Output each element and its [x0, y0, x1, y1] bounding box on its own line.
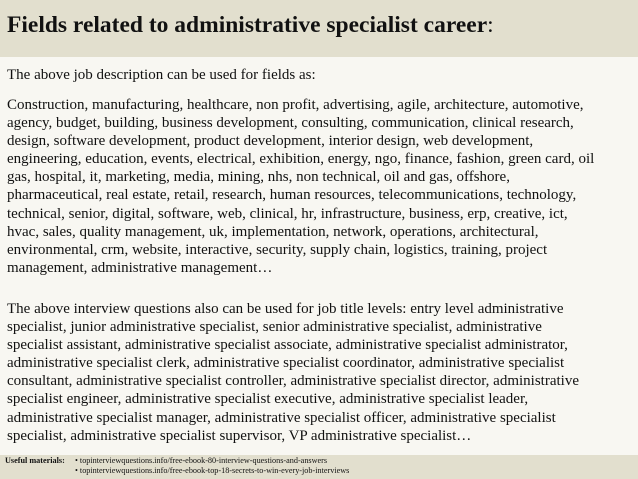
title-bar: [0, 0, 638, 57]
footer-link-ebook-18-secrets[interactable]: • topinterviewquestions.info/free-ebook-top-18-secrets-to-win-every-job-interviews: [75, 466, 350, 475]
footer: [0, 455, 638, 479]
intro-text: The above job description can be used for fields as:: [7, 67, 316, 83]
footer-link-ebook-80-questions[interactable]: • topinterviewquestions.info/free-ebook-80-interview-questions-and-answers: [75, 456, 328, 465]
fields-paragraph: Construction, manufacturing, healthcare, non profit, advertising, agile, architecture, automotive, agency, budget, building, business development, consulting, communication, clinical research, design, software development, product development, interior design, web development, engineering, education, events, electrical, exhibition, energy, ngo, finance, fashion, green card, oil gas, hospital, it, marketing, media, mining, nhs, non technical, oil and gas, offshore, pharmaceutical, real estate, retail, research, human resources, telecommunications, technology, technical, senior, digital, software, web, clinical, hr, infrastructure, business, erp, creative, ict, hvac, sales, quality management, uk, implementation, network, operations, architectural, environmental, crm, website, interactive, security, supply chain, logistics, training, project management, administrative management…: [7, 97, 595, 276]
slide-title-colon: :: [487, 12, 494, 38]
slide-title-text: Fields related to administrative specialist career: [7, 12, 488, 38]
footer-label: Useful materials:: [5, 456, 65, 465]
slide-title: [7, 12, 494, 39]
job-levels-paragraph: The above interview questions also can be used for job title levels: entry level administrative specialist, junior administrative specialist, senior administrative specialist, administrative specialist assistant, administrative specialist associate, administrative specialist administrator, administrative specialist clerk, administrative specialist coordinator, administrative specialist consultant, administrative specialist controller, administrative specialist director, administrative specialist engineer, administrative specialist executive, administrative specialist leader, administrative specialist manager, administrative specialist officer, administrative specialist specialist, administrative specialist supervisor, VP administrative specialist…: [7, 301, 579, 444]
footer-links: [75, 456, 349, 476]
